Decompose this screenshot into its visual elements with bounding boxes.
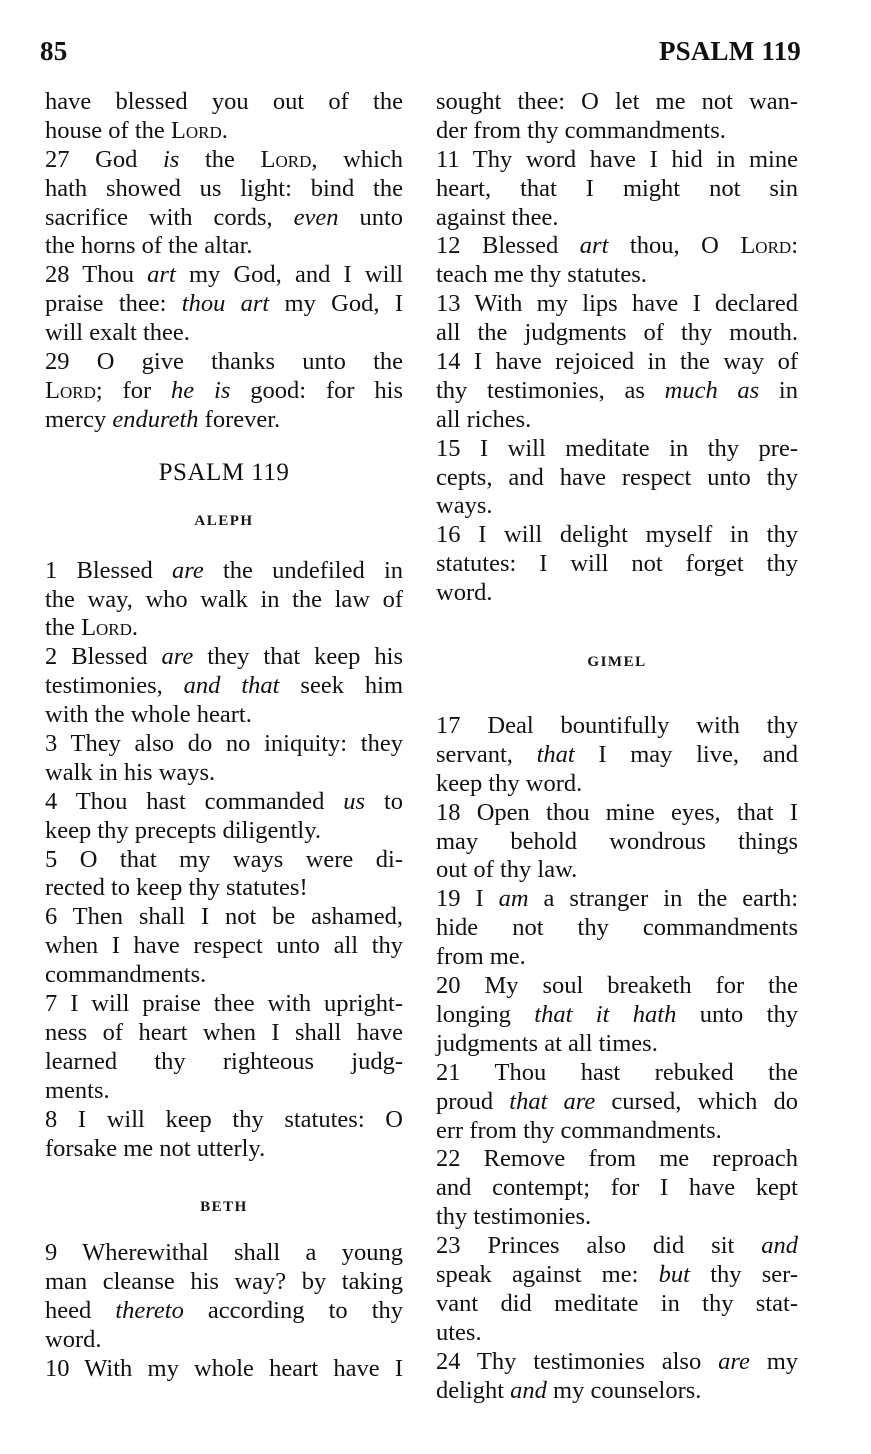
verse-line: out of thy law. [436,856,578,884]
verse-line: testimonies, and that seek him [45,672,403,700]
verse-line: 29 O give thanks unto the [45,348,403,376]
verse-line: thy testimonies. [436,1203,592,1231]
verse-line: 14 I have rejoiced in the way of [436,348,798,376]
verse-line: hide not thy commandments [436,914,798,942]
verse-line: judgments at all times. [436,1029,658,1057]
verse-line: 15 I will meditate in thy pre- [436,434,798,462]
verse-line: err from thy commandments. [436,1116,722,1144]
verse-line: servant, that I may live, and [436,740,799,768]
verse-line: house of the Lord. [45,116,228,144]
verse-line: 24 Thy testimonies also are my [436,1347,799,1375]
right-column [436,88,798,1405]
verse-line: praise thee: thou art my God, I [45,290,403,318]
verse-line: ments. [45,1076,110,1104]
verse-line: from me. [436,943,526,971]
verse-line: 19 I am a stranger in the earth: [436,885,798,913]
left-column [45,88,403,1384]
verse-line: keep thy word. [436,769,583,797]
verse-line: 8 I will keep thy statutes: O [45,1105,403,1133]
verse-line: 5 O that my ways were di- [45,845,403,873]
verse-line: ways. [436,492,493,520]
verse-line: the Lord. [45,614,139,642]
verse-line: and contempt; for I have kept [436,1174,798,1202]
verse-line: proud that are cursed, which do [436,1087,798,1115]
verse-line: walk in his ways. [45,758,216,786]
verse-line: thy testimonies, as much as in [436,376,798,404]
verse-line: 23 Princes also did sit and [436,1232,798,1260]
verse-line: Lord; for he is good: for his [45,376,404,404]
verse-line: 7 I will praise thee with upright- [45,990,403,1018]
verse-line: hath showed us light: bind the [45,174,403,202]
verse-line: sacrifice with cords, even unto [45,203,404,231]
verse-line: 21 Thou hast rebuked the [436,1058,798,1086]
verse-line: 3 They also do no iniquity: they [45,730,403,758]
verse-line: 1 Blessed are the undefiled in [45,556,404,584]
verse-line: heed thereto according to thy [45,1297,404,1325]
verse-line: cepts, and have respect unto thy [436,463,798,491]
verse-line: 6 Then shall I not be ashamed, [45,903,403,931]
verse-line: man cleanse his way? by taking [45,1268,403,1296]
verse-line: 20 My soul breaketh for the [436,972,798,1000]
verse-line: have blessed you out of the [45,88,403,115]
verse-line: 10 With my whole heart have I [45,1354,403,1382]
verse-line: rected to keep thy statutes! [45,874,308,902]
verse-line: against thee. [436,203,559,231]
verse-line: 16 I will delight myself in thy [436,521,798,549]
verse-line: 22 Remove from me reproach [436,1145,798,1173]
verse-line: delight and my counselors. [436,1376,702,1404]
psalm-title: PSALM 119 [158,458,290,486]
verse-line: 2 Blessed are they that keep his [45,643,404,671]
verse-line: the way, who walk in the law of [45,585,403,613]
verse-line: commandments. [45,961,207,989]
verse-line: learned thy righteous judg- [45,1047,403,1075]
section-heading-aleph: ALEPH [194,512,254,529]
verse-line: 17 Deal bountifully with thy [436,712,798,740]
section-heading-beth: BETH [200,1199,248,1216]
verse-line: 27 God is the Lord, which [45,145,404,173]
verse-line: utes. [436,1318,482,1346]
verse-line: 11 Thy word have I hid in mine [436,145,798,173]
verse-line: with the whole heart. [45,701,252,729]
verse-line: may behold wondrous things [436,827,798,855]
verse-line: vant did meditate in thy stat- [436,1289,798,1317]
verse-line: longing that it hath unto thy [436,1000,798,1028]
verse-line: sought thee: O let me not wan- [436,88,798,115]
verse-line: keep thy precepts diligently. [45,816,321,844]
verse-line: 13 With my lips have I declared [436,290,798,318]
verse-line: word. [436,579,493,607]
verse-line: will exalt thee. [45,319,190,347]
verse-line: forsake me not utterly. [45,1134,266,1162]
verse-line: when I have respect unto all thy [45,932,403,960]
verse-line: mercy endureth forever. [45,405,281,433]
verse-line: ness of heart when I shall have [45,1018,403,1046]
running-title: PSALM 119 [658,36,801,66]
verse-line: the horns of the altar. [45,232,253,260]
section-heading-gimel: GIMEL [587,654,647,671]
running-head [40,36,801,72]
verse-line: all the judgments of thy mouth. [436,319,798,347]
verse-line: heart, that I might not sin [436,174,798,202]
verse-line: der from thy commandments. [436,116,726,144]
verse-line: 28 Thou art my God, and I will [45,261,403,289]
page-number: 85 [40,36,68,66]
verse-line: statutes: I will not forget thy [436,550,798,578]
verse-line: 4 Thou hast commanded us to [45,787,404,815]
verse-line: teach me thy statutes. [436,261,647,289]
verse-line: word. [45,1326,102,1354]
verse-line: 12 Blessed art thou, O Lord: [436,232,799,260]
verse-line: 9 Wherewithal shall a young [45,1239,403,1267]
verse-line: all riches. [436,405,532,433]
verse-line: speak against me: but thy ser- [436,1260,798,1288]
verse-line: 18 Open thou mine eyes, that I [436,798,798,826]
